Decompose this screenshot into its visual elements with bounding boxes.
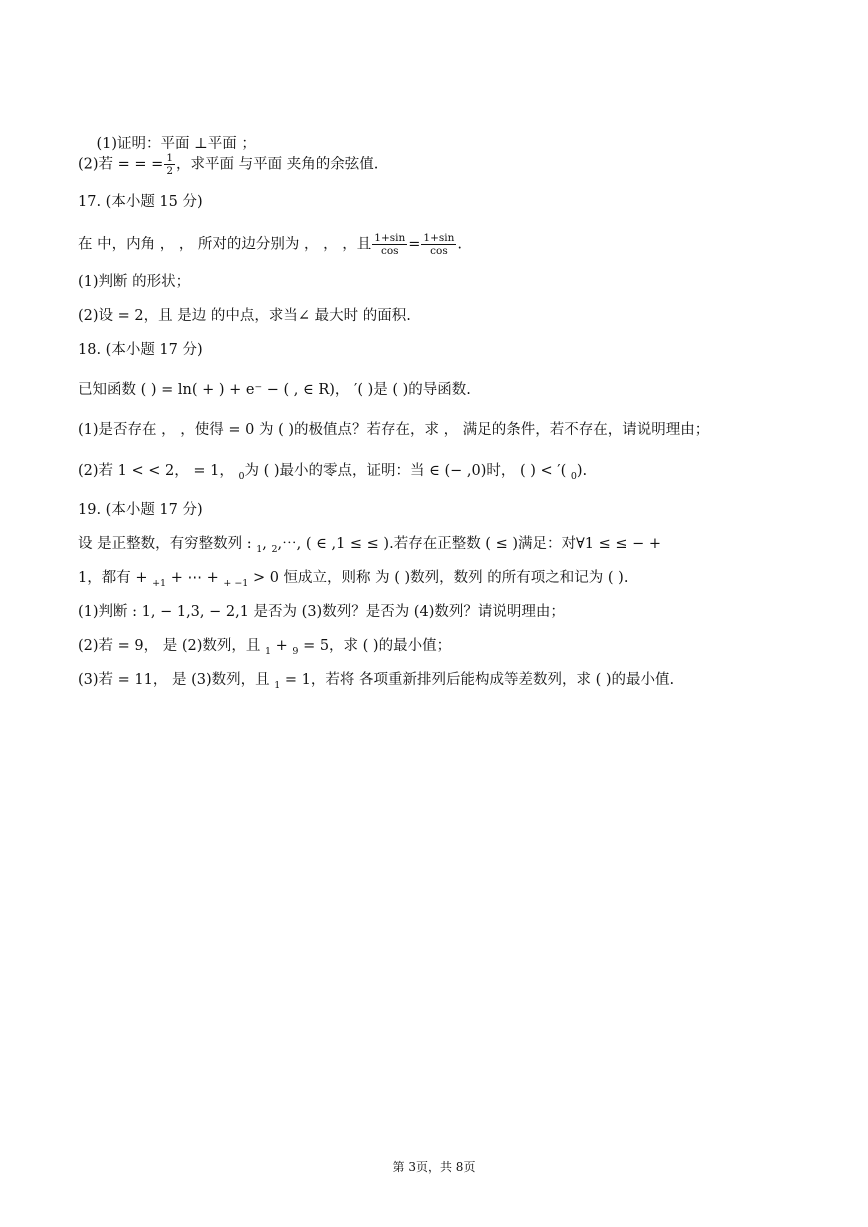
q17-stem-period: . [457, 236, 463, 253]
q19-stem1-subscript-2: 2 [271, 544, 278, 555]
q16-part1-text: (1)证明：平面 ⊥平面 ； [96, 136, 256, 152]
q17-stem-text: 在 中，内角 ， ， 所对的边分别为 ， ， ，且 [78, 236, 372, 253]
q19-stem2-text-b: + ⋯ + [166, 570, 224, 586]
q19-header: 19. (本小题 17 分) [78, 502, 203, 518]
q19-stem2-text-c: > 0 恒成立，则称 为 ( )数列，数列 的所有项之和记为 ( ). [248, 570, 629, 586]
q19-stem1-text-c: ,⋯, ( ∈ ,1 ≤ ≤ ).若存在正整数 ( ≤ )满足：对∀1 ≤ ≤ − + [277, 536, 661, 552]
q18-part2-text-c: ). [576, 463, 588, 479]
q18-header: 18. (本小题 17 分) [78, 342, 203, 358]
q19-part2 [78, 636, 451, 658]
q17-fraction-right [421, 232, 456, 257]
q19-part2-subscript-1: 1 [265, 646, 272, 657]
q18-part2-subscript-2: 0 [570, 471, 577, 482]
q18-stem: 已知函数 ( ) = ln( + ) + e⁻ − ( , ∈ R)， ′( )是 ( )的导函数. [78, 382, 471, 398]
q19-stem1-text-a: 设 是正整数，有穷整数列 : [78, 536, 257, 552]
q16-part2-text-b: ，求平面 与平面 夹角的余弦值. [176, 156, 379, 173]
q19-part3-text-b: = 1，若将 各项重新排列后能构成等差数列，求 ( )的最小值. [280, 672, 675, 688]
q18-part2-text-a: (2)若 1 < < 2， = 1， [78, 463, 239, 479]
q19-stem2-text-a: 1，都有 + [78, 570, 153, 586]
q17-fraction-right-numerator: 1+sin [423, 232, 455, 244]
q16-fraction [164, 152, 175, 177]
q19-stem2-subscript-1: +1 [152, 578, 167, 589]
q19-part3 [78, 670, 674, 692]
q18-part2-subscript-1: 0 [238, 471, 245, 482]
q16-part2 [78, 152, 378, 177]
q19-stem1-subscript-1: 1 [256, 544, 263, 555]
q17-fraction-left-numerator: 1+sin [374, 232, 406, 244]
q19-part2-text-b: + [271, 638, 293, 654]
q17-part2: (2)设 = 2，且 是边 的中点，求当∠ 最大时 的面积. [78, 308, 411, 324]
q16-part2-text-a: (2)若 = = = [78, 156, 164, 173]
q17-equals-sign: = [408, 236, 421, 253]
q19-stem-line1 [78, 534, 661, 556]
q17-stem [78, 232, 462, 257]
q19-part3-subscript-1: 1 [274, 680, 281, 691]
q19-part1: (1)判断 : 1, − 1,3, − 2,1 是否为 (3)数列？是否为 (4)数列？请说明理由； [78, 604, 565, 620]
q17-part1: (1)判断 的形状； [78, 274, 191, 290]
page-footer: 第 3页，共 8页 [392, 1160, 476, 1174]
q18-part2 [78, 461, 587, 483]
q19-stem1-text-b: , [262, 536, 272, 552]
q19-stem-line2 [78, 568, 628, 590]
q17-fraction-left [372, 232, 407, 257]
q17-fraction-right-denominator: cos [430, 245, 448, 257]
q19-part2-text-a: (2)若 = 9， 是 (2)数列，且 [78, 638, 265, 654]
q19-stem2-subscript-2: + −1 [223, 578, 249, 589]
q17-fraction-left-denominator: cos [380, 245, 399, 257]
q16-fraction-denominator: 2 [166, 165, 174, 177]
q18-part2-text-b: 为 ( )最小的零点，证明：当 ∈ (− ,0)时， ( ) < ′( [244, 463, 571, 479]
q18-part1: (1)是否存在 ， ，使得 = 0 为 ( )的极值点？若存在，求 ， 满足的条件，若不存在，请说明理由； [78, 422, 710, 438]
q19-part2-text-c: = 5，求 ( )的最小值； [298, 638, 452, 654]
q19-part3-text-a: (3)若 = 11， 是 (3)数列，且 [78, 672, 275, 688]
q16-fraction-numerator: 1 [166, 152, 174, 164]
q17-header: 17. (本小题 15 分) [78, 194, 203, 210]
q19-part2-subscript-2: 9 [292, 646, 299, 657]
